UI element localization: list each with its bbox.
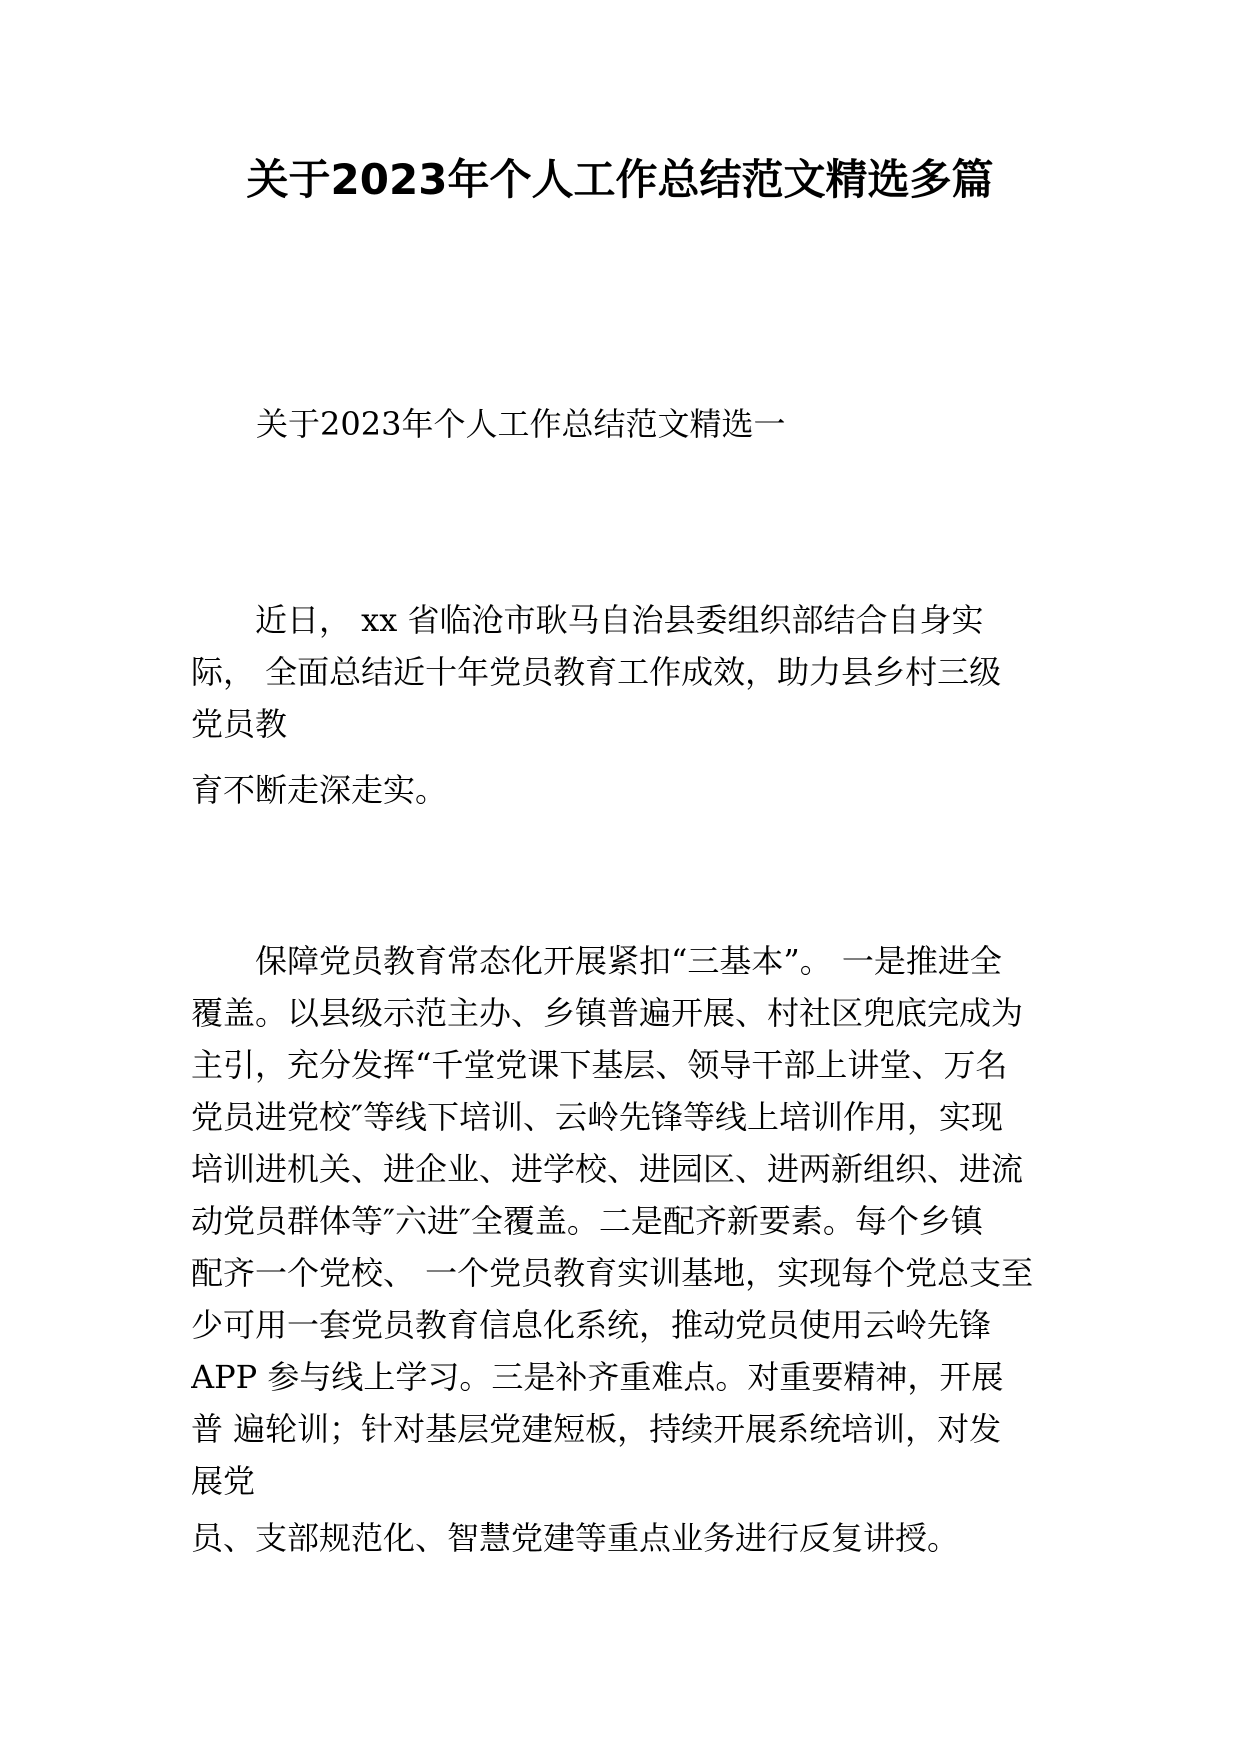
document-title: 关于2023年个人工作总结范文精选多篇 [246,155,994,204]
paragraph-line: APP 参与线上学习。三是补齐重难点。对重要精神，开展 [191,1358,1004,1396]
paragraph-line: 少可用一套党员教育信息化系统，推动党员使用云岭先锋 [191,1306,992,1344]
paragraph-line: 育不断走深走实。 [191,771,448,809]
paragraph-1 [191,594,1056,750]
paragraph-line: 配齐一个党校、 一个党员教育实训基地，实现每个党总支至 [191,1254,1034,1292]
paragraph-line: 党员进党校″等线下培训、云岭先锋等线上培训作用，实现 [191,1098,1003,1136]
paragraph-line: 际， 全面总结近十年党员教育工作成效，助力县乡村三级 [191,653,1002,691]
paragraph-line: 党员教 [191,705,288,743]
paragraph-line: 普 遍轮训；针对基层党建短板，持续开展系统培训，对发 [191,1410,1002,1448]
section-title: 关于2023年个人工作总结范文精选一 [256,405,786,443]
paragraph-line: 培训进机关、进企业、进学校、进园区、进两新组织、进流 [191,1150,1024,1188]
paragraph-line: 覆盖。以县级示范主办、乡镇普遍开展、村社区兜底完成为 [191,994,1024,1032]
paragraph-line: 主引，充分发挥“千堂党课下基层、领导干部上讲堂、万名 [191,1046,1008,1084]
paragraph-1-continuation [191,764,1056,816]
paragraph-line: 近日， xx 省临沧市耿马自治县委组织部结合自身实 [255,601,984,639]
paragraph-line: 员、支部规范化、智慧党建等重点业务进行反复讲授。 [191,1519,960,1557]
paragraph-line: 动党员群体等″六进″全覆盖。二是配齐新要素。每个乡镇 [191,1202,983,1240]
paragraph-2-continuation [191,1512,1056,1564]
paragraph-line: 展党 [191,1462,256,1500]
paragraph-2 [191,935,1056,1507]
paragraph-line: 保障党员教育常态化开展紧扣“三基本”。 一是推进全 [255,942,1002,980]
